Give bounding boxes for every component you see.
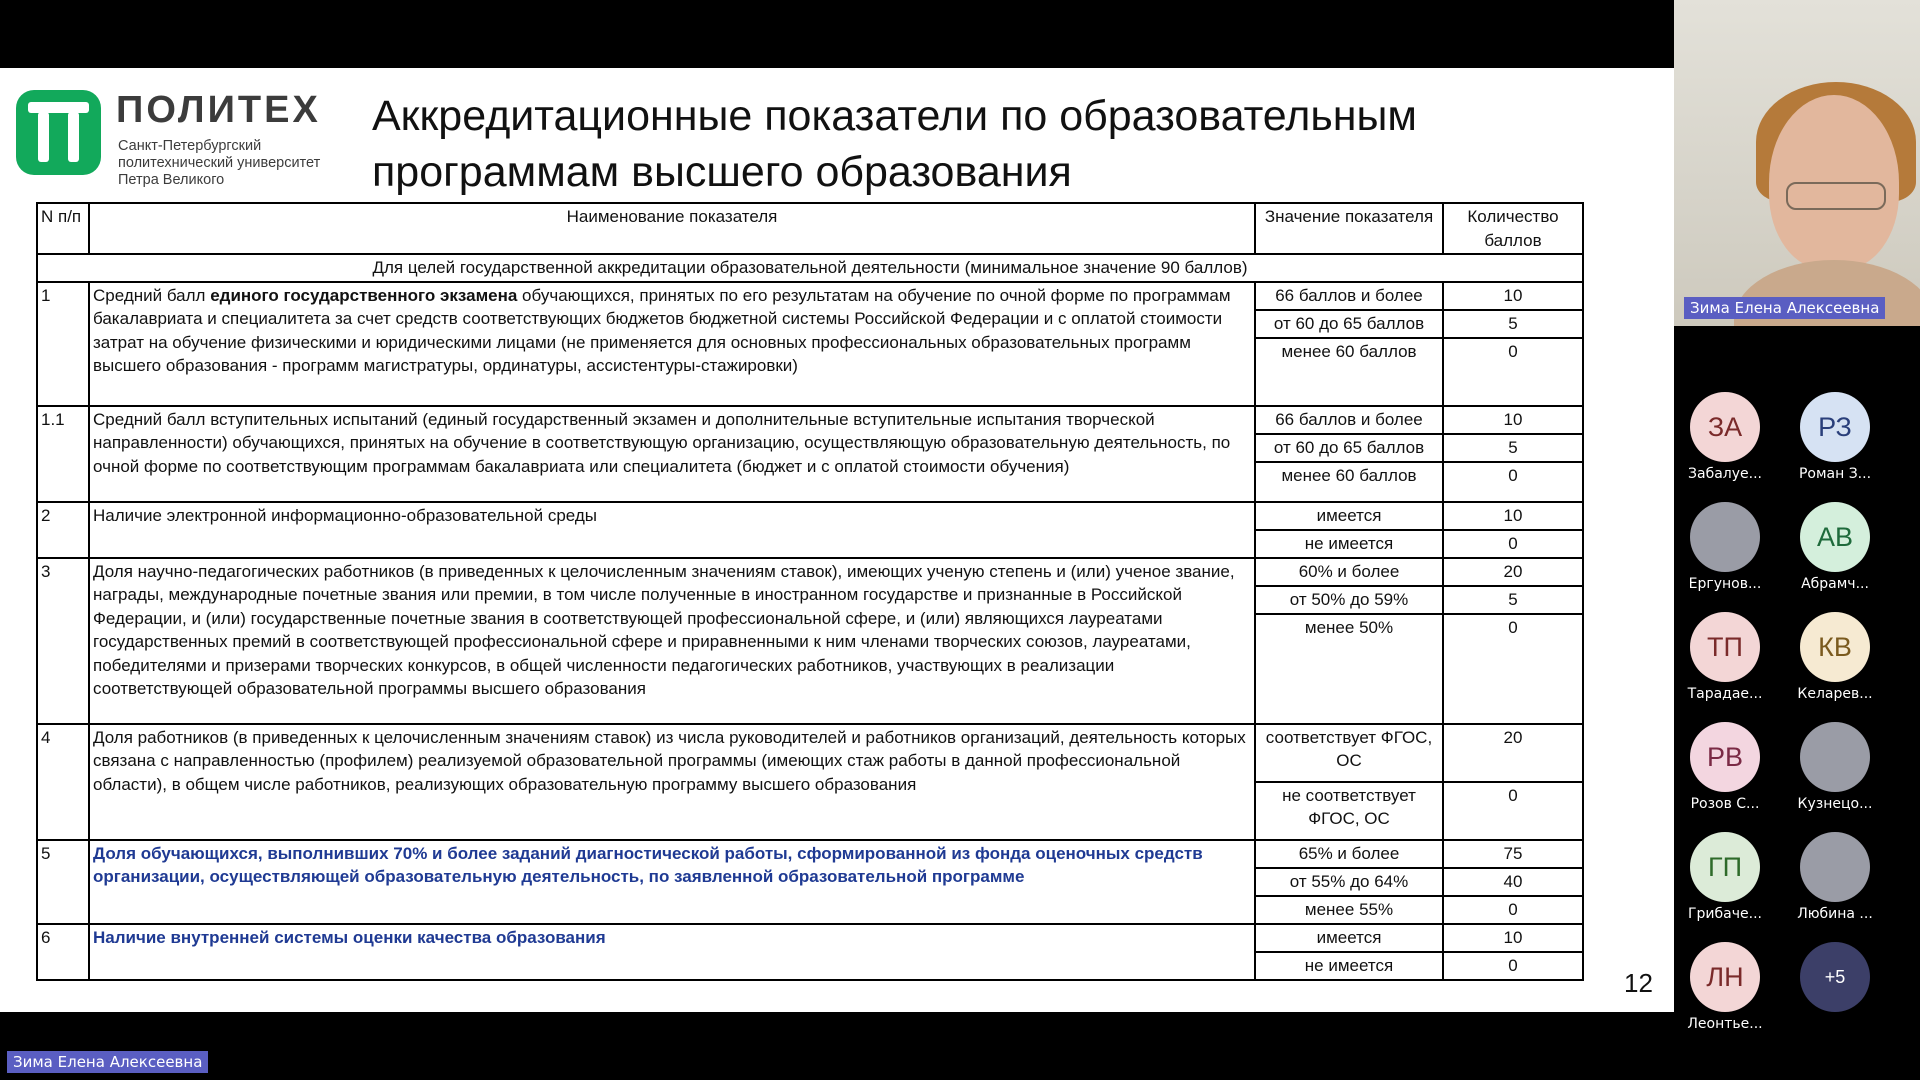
indicator-value: от 55% до 64% (1255, 868, 1443, 896)
row-number: 2 (37, 502, 89, 558)
participant-name: Розов С... (1690, 796, 1760, 812)
indicator-name: Доля работников (в приведенных к целочисленным значениям ставок) из числа руководителей и работников организаций, деятельность которых связана с направленностью (профилем) реализуемой образовательной программы (имеющих стаж работы в данной профессиональной области), в общем числе работников, реализующих образовательную программу высшего образования (89, 724, 1255, 840)
section-row (37, 254, 1583, 282)
participant-tile[interactable] (1675, 832, 1775, 922)
indicator-value: имеется (1255, 924, 1443, 952)
row-number: 3 (37, 558, 89, 724)
university-logo (16, 90, 356, 190)
indicator-points: 0 (1443, 952, 1583, 980)
participant-initials-avatar: ЗА (1690, 392, 1760, 462)
logo-subtitle (118, 138, 320, 189)
participant-name: Роман З... (1798, 466, 1872, 482)
table-row (37, 924, 1583, 952)
header-points: Количество баллов (1443, 203, 1583, 254)
indicator-name: Наличие внутренней системы оценки качества образования (89, 924, 1255, 980)
indicator-points: 40 (1443, 868, 1583, 896)
participant-tile[interactable] (1675, 392, 1775, 482)
table-row (37, 406, 1583, 434)
participant-initials-avatar: ТП (1690, 612, 1760, 682)
indicator-name (89, 282, 1255, 406)
table-row (37, 724, 1583, 782)
participant-tile[interactable] (1785, 832, 1885, 922)
participant-initials-avatar: РЗ (1800, 392, 1870, 462)
logo-wordmark: ПОЛИТЕХ (116, 89, 321, 131)
participant-tile[interactable] (1675, 612, 1775, 702)
indicator-name-emphasis: единого государственного экзамена (210, 285, 518, 305)
participant-photo-avatar (1690, 502, 1760, 572)
indicator-points: 75 (1443, 840, 1583, 868)
politech-logo-icon (16, 90, 101, 175)
participants-panel (1674, 0, 1920, 1080)
indicator-value: 66 баллов и более (1255, 406, 1443, 434)
participant-initials-avatar: РВ (1690, 722, 1760, 792)
accreditation-indicators-table (36, 202, 1584, 981)
speaker-name-tag: Зима Елена Алексеевна (1684, 297, 1885, 319)
indicator-value: не имеется (1255, 530, 1443, 558)
more-participants-badge: +5 (1800, 942, 1870, 1012)
participant-tile[interactable] (1785, 502, 1885, 592)
row-number: 4 (37, 724, 89, 840)
indicator-points: 10 (1443, 282, 1583, 310)
participant-name: Кузнецо... (1797, 796, 1873, 812)
page-number: 12 (1624, 968, 1653, 998)
table-header-row (37, 203, 1583, 254)
slide-title: Аккредитационные показатели по образовательным программам высшего образования (372, 92, 1417, 196)
indicator-value: не соответствует ФГОС, ОС (1255, 782, 1443, 840)
indicator-value: менее 55% (1255, 896, 1443, 924)
indicator-points: 0 (1443, 530, 1583, 558)
participant-initials-avatar: КВ (1800, 612, 1870, 682)
indicator-value: соответствует ФГОС, ОС (1255, 724, 1443, 782)
participant-tile[interactable] (1675, 502, 1775, 592)
indicator-value: от 50% до 59% (1255, 586, 1443, 614)
indicator-points: 5 (1443, 310, 1583, 338)
indicator-name: Доля научно-педагогических работников (в приведенных к целочисленным значениям ставок), имеющих ученую степень и (или) ученое звание, награды, международные почетные звания или премии, в том числе полученные в иностранном государстве и признанные в Российской Федерации, и (или) государственные почетные звания в соответствующей профессиональной сфере, и (или) являющихся лауреатами государственных премий в соответствующей профессиональной сфере и приравненными к ним членами творческих союзов, лауреатами, победителями и призерами творческих конкурсов, в общей численности педагогических работников, участвующих в реализации соответствующей образовательной программы высшего образования (89, 558, 1255, 724)
indicator-name: Доля обучающихся, выполнивших 70% и более заданий диагностической работы, сформированной из фонда оценочных средств организации, осуществляющей образовательную деятельность, по заявленной образовательной программе (89, 840, 1255, 924)
row-number: 1.1 (37, 406, 89, 502)
indicator-value: не имеется (1255, 952, 1443, 980)
indicator-value: 66 баллов и более (1255, 282, 1443, 310)
indicator-value: менее 60 баллов (1255, 338, 1443, 406)
indicator-name: Наличие электронной информационно-образовательной среды (89, 502, 1255, 558)
logo-line-3: Петра Великого (118, 172, 225, 188)
logo-line-2: политехнический университет (118, 155, 321, 171)
indicator-points: 10 (1443, 502, 1583, 530)
indicator-points: 5 (1443, 586, 1583, 614)
presenter-name-tag: Зима Елена Алексеевна (7, 1051, 208, 1073)
indicator-value: имеется (1255, 502, 1443, 530)
participant-name: Тарадае... (1687, 686, 1763, 702)
section-caption: Для целей государственной аккредитации образовательной деятельности (минимальное значение 90 баллов) (37, 254, 1583, 282)
presentation-slide (0, 68, 1674, 1012)
indicator-value: 60% и более (1255, 558, 1443, 586)
participant-name: Грибаче... (1688, 906, 1762, 922)
row-number: 5 (37, 840, 89, 924)
indicator-value: менее 60 баллов (1255, 462, 1443, 502)
participant-name: Келарев... (1797, 686, 1873, 702)
participant-tile[interactable] (1785, 942, 1885, 1012)
indicator-points: 0 (1443, 782, 1583, 840)
participant-initials-avatar: ГП (1690, 832, 1760, 902)
indicator-points: 10 (1443, 924, 1583, 952)
participant-tile[interactable] (1675, 722, 1775, 812)
participant-initials-avatar: АВ (1800, 502, 1870, 572)
indicator-points: 5 (1443, 434, 1583, 462)
row-number: 1 (37, 282, 89, 406)
indicator-points: 20 (1443, 558, 1583, 586)
participant-name: Абрамч... (1801, 576, 1869, 592)
indicator-value: 65% и более (1255, 840, 1443, 868)
participant-photo-avatar (1800, 722, 1870, 792)
indicator-points: 10 (1443, 406, 1583, 434)
indicator-value: менее 50% (1255, 614, 1443, 724)
indicator-value: от 60 до 65 баллов (1255, 310, 1443, 338)
indicator-points: 0 (1443, 614, 1583, 724)
table-row (37, 282, 1583, 310)
indicator-points: 0 (1443, 462, 1583, 502)
header-number: N п/п (37, 203, 89, 254)
logo-line-1: Санкт-Петербургский (118, 138, 262, 154)
row-number: 6 (37, 924, 89, 980)
participant-name: Любина ... (1797, 906, 1873, 922)
participant-name: Ергунов... (1688, 576, 1762, 592)
indicator-points: 0 (1443, 896, 1583, 924)
participant-tile[interactable] (1785, 612, 1885, 702)
table-row (37, 502, 1583, 530)
speaker-glasses (1786, 182, 1886, 210)
table-row (37, 558, 1583, 586)
indicator-points: 0 (1443, 338, 1583, 406)
participant-tile[interactable] (1785, 392, 1885, 482)
table-row (37, 840, 1583, 868)
indicator-name-part: Средний балл (93, 285, 211, 305)
participant-name: Леонтье... (1687, 1016, 1763, 1032)
participant-name: Забалуе... (1688, 466, 1762, 482)
header-indicator-value: Значение показателя (1255, 203, 1443, 254)
participant-tile[interactable] (1785, 722, 1885, 812)
participant-photo-avatar (1800, 832, 1870, 902)
indicator-name-part: обучающихся, принятых по его результатам на обучение по очной форме по программам бакалавриата и специалитета за счет средств соответствующих бюджетов бюджетной системы Российской Федерации и с оплатой стоимости затрат на обучение физическими и юридическими лицами (не применяется для основных профессиональных образовательных программ высшего образования - программ магистратуры, ординатуры, ассистентуры-стажировки) (93, 285, 1231, 375)
header-indicator-name: Наименование показателя (89, 203, 1255, 254)
participant-initials-avatar: ЛН (1690, 942, 1760, 1012)
participant-tile[interactable] (1675, 942, 1775, 1032)
indicator-name: Средний балл вступительных испытаний (единый государственный экзамен и дополнительные вступительные испытания творческой направленности) обучающихся, принятых на обучение в соответствующую организацию, осуществляющую образовательную деятельность, по очной форме по соответствующим программам бакалавриата или специалитета (бюджет и с оплатой стоимости обучения) (89, 406, 1255, 502)
indicator-points: 20 (1443, 724, 1583, 782)
indicator-value: от 60 до 65 баллов (1255, 434, 1443, 462)
speaker-video-tile[interactable] (1674, 0, 1920, 326)
